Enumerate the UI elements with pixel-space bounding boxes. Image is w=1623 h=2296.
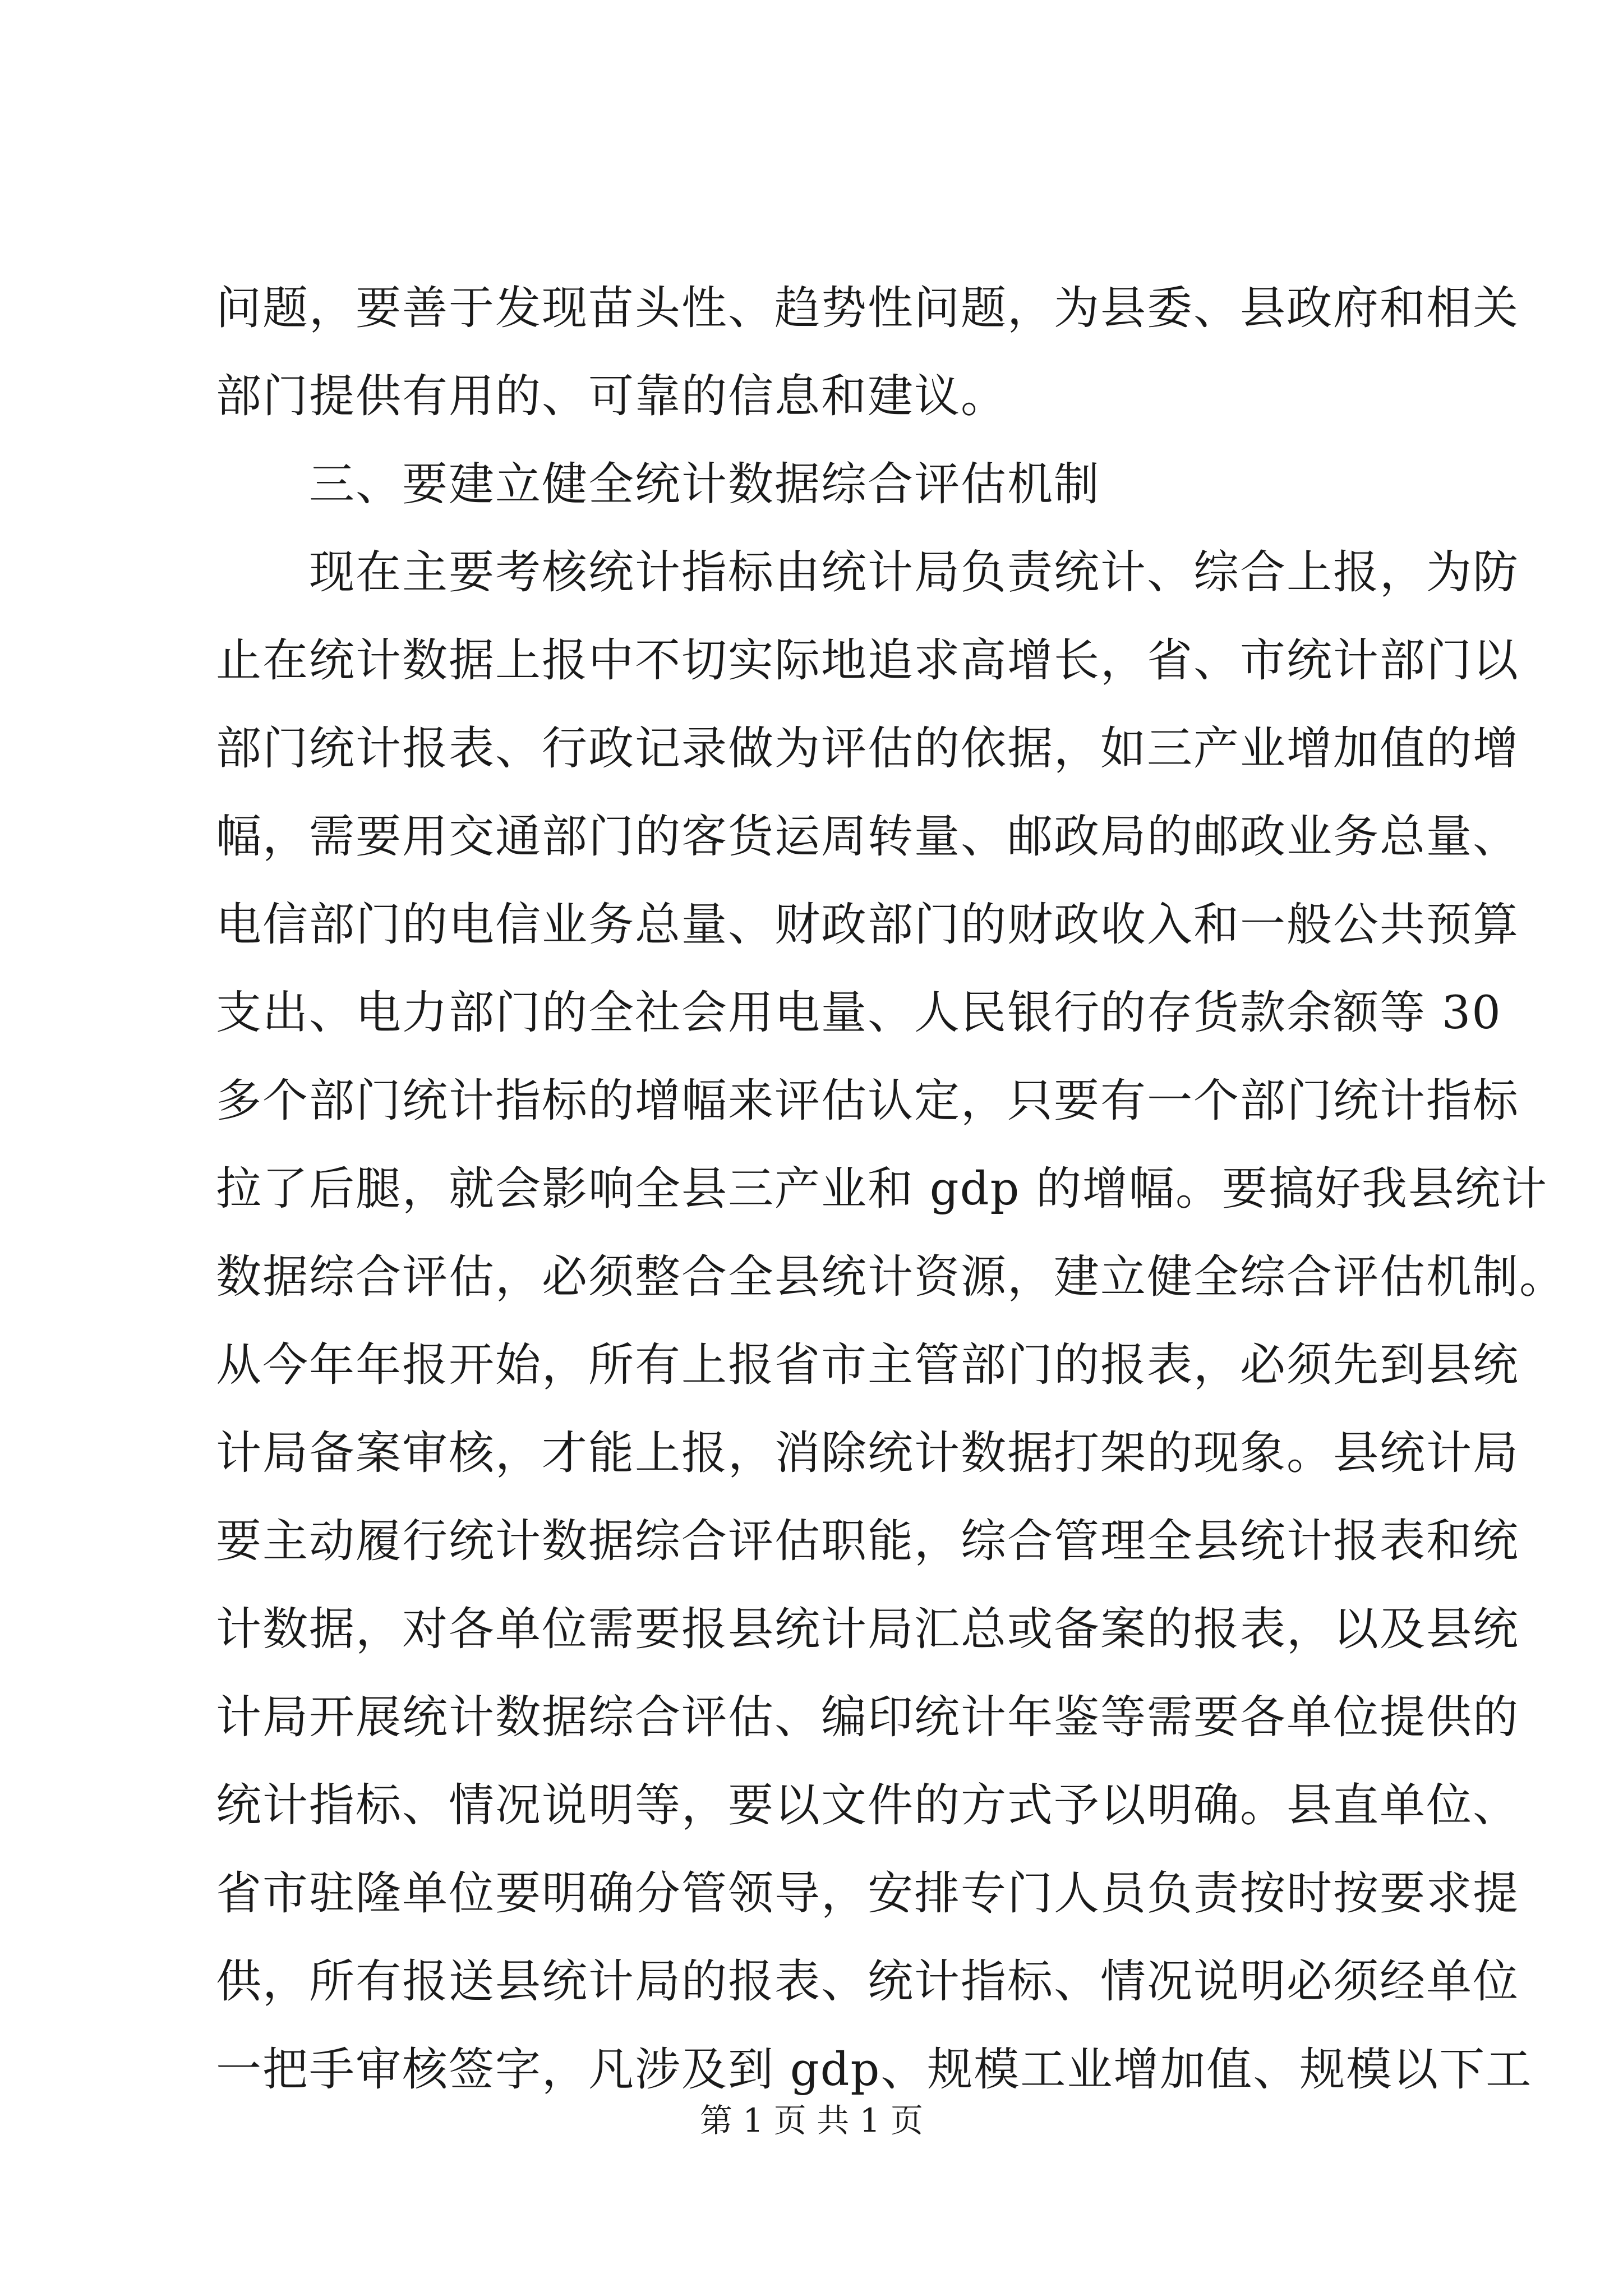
paragraph-line: 数据综合评估，必须整合全县统计资源，建立健全综合评估机制。 [216,1251,1566,1304]
paragraph-line: 一把手审核签字，凡涉及到 gdp、规模工业增加值、规模以下工 [216,2044,1533,2096]
paragraph-line: 部门统计报表、行政记录做为评估的依据，如三产业增加值的增 [216,723,1520,775]
document-body [216,265,1566,2114]
body-text-line: 问题，要善于发现苗头性、趋势性问题，为县委、县政府和相关 [216,282,1520,335]
section-heading: 三、要建立健全统计数据综合评估机制 [309,458,1101,511]
paragraph-line: 计数据，对各单位需要报县统计局汇总或备案的报表，以及县统 [216,1603,1520,1656]
paragraph-line: 从今年年报开始，所有上报省市主管部门的报表，必须先到县统 [216,1339,1520,1392]
paragraph-line: 支出、电力部门的全社会用电量、人民银行的存货款余额等 30 [216,987,1502,1039]
paragraph-line: 止在统计数据上报中不切实际地追求高增长，省、市统计部门以 [216,634,1520,687]
paragraph-line: 计局开展统计数据综合评估、编印统计年鉴等需要各单位提供的 [216,1691,1520,1744]
paragraph-line: 统计指标、情况说明等，要以文件的方式予以明确。县直单位、 [216,1779,1520,1832]
page-number-label: 第 1 页 共 1 页 [700,2101,923,2139]
paragraph-line: 计局备案审核，才能上报，消除统计数据打架的现象。县统计局 [216,1427,1520,1480]
page-footer [0,2101,1623,2140]
paragraph-line: 省市驻隆单位要明确分管领导，安排专门人员负责按时按要求提 [216,1867,1520,1920]
paragraph-line: 幅，需要用交通部门的客货运周转量、邮政局的邮政业务总量、 [216,811,1520,863]
paragraph-line: 多个部门统计指标的增幅来评估认定，只要有一个部门统计指标 [216,1075,1520,1128]
paragraph-line: 电信部门的电信业务总量、财政部门的财政收入和一般公共预算 [216,899,1520,951]
paragraph-first-line: 现在主要考核统计指标由统计局负责统计、综合上报，为防 [309,546,1520,599]
body-text-line: 部门提供有用的、可靠的信息和建议。 [216,370,1008,423]
paragraph-line: 要主动履行统计数据综合评估职能，综合管理全县统计报表和统 [216,1515,1520,1568]
paragraph-line: 拉了后腿，就会影响全县三产业和 gdp 的增幅。要搞好我县统计 [216,1163,1548,1216]
paragraph-line: 供，所有报送县统计局的报表、统计指标、情况说明必须经单位 [216,1955,1520,2008]
